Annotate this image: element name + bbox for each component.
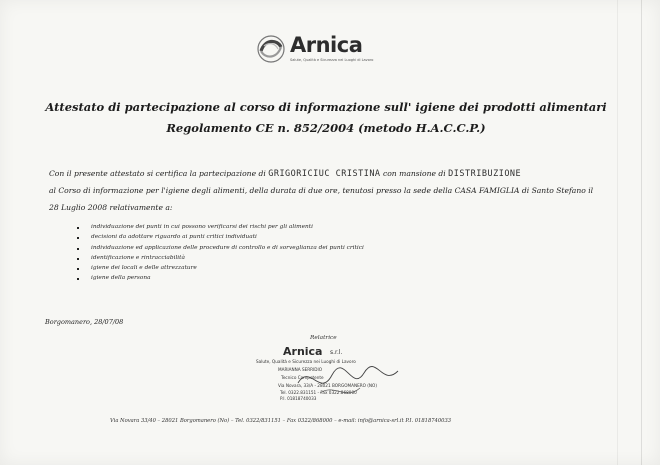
- topic-text: igiene dei locali e delle attrezzature: [91, 265, 197, 272]
- participant-role: DISTRIBUZIONE: [448, 169, 522, 179]
- stamp-phone: Tel. 0322.831151 - Fax 0322.868000: [280, 390, 357, 395]
- topic-text: individuazione dei punti in cui possono verificarsi dei rischi per gli alimenti: [91, 224, 313, 230]
- stamp-role: Tecnico Competente: [281, 375, 324, 380]
- bullet-icon: [77, 248, 79, 250]
- logo-tagline: Salute, Qualità e Sicurezza nei Luoghi di Lavoro: [290, 58, 374, 62]
- certificate-title: Attestato di partecipazione al corso di informazione sull' igiene dei prodotti alimentari: [45, 100, 607, 114]
- paper-fold-line: [641, 0, 642, 465]
- stamp-person: MARIANNA SERRIDIO: [278, 367, 323, 372]
- participation-line: [49, 169, 521, 179]
- topic-text: decisioni da adottare riguardo ai punti critici individuati: [91, 234, 257, 241]
- role-prefix: con mansione di: [382, 169, 446, 178]
- topic-text: individuazione ed applicazione delle procedure di controllo e di sorveglianza dei punti critici: [91, 244, 364, 251]
- bullet-icon: [77, 278, 79, 280]
- certificate-subtitle: Regolamento CE n. 852/2004 (metodo H.A.C.C.P.): [166, 121, 486, 135]
- participation-prefix: Con il presente attestato si certifica la partecipazione di: [49, 169, 266, 178]
- stamp-company-suffix: s.r.l.: [330, 349, 343, 356]
- place-and-date: Borgomanero, 28/07/08: [45, 318, 124, 326]
- stamp-piva: P.I. 01818740033: [280, 396, 317, 401]
- bullet-icon: [77, 268, 79, 270]
- course-date-line: 28 Luglio 2008 relativamente a:: [49, 203, 173, 212]
- list-item: [77, 255, 364, 265]
- paper-fold-line: [617, 0, 618, 465]
- list-item: [77, 245, 364, 255]
- bullet-icon: [77, 258, 79, 260]
- bullet-icon: [77, 227, 79, 229]
- list-item: [77, 234, 364, 244]
- list-item: [77, 275, 364, 285]
- participant-name: GRIGORICIUC CRISTINA: [268, 169, 381, 179]
- signature-stamp: [250, 335, 450, 405]
- arnica-swirl-icon: [255, 33, 287, 65]
- stamp-address: Via Novara, 33/A - 28021 BORGOMANERO (NO): [278, 383, 377, 388]
- list-item: [77, 224, 364, 234]
- course-description: al Corso di informazione per l'igiene degli alimenti, della durata di due ore, tenutosi presso la sede della CASA FAMIGLIA di Santo Stefano il: [49, 186, 594, 195]
- topic-text: igiene della persona: [91, 275, 151, 282]
- stamp-tagline: Salute, Qualità e Sicurezza nei Luoghi di Lavoro: [256, 359, 356, 364]
- topics-list: [77, 224, 364, 286]
- logo-name: Arnica: [290, 33, 363, 57]
- topic-text: identificazione e rintracciabilità: [91, 254, 185, 261]
- list-item: [77, 265, 364, 275]
- handwritten-signature: [290, 353, 410, 408]
- stamp-company: Arnica: [283, 345, 323, 358]
- footer-contact: Via Novara 33/40 – 28021 Borgomanero (No) – Tel. 0322/831151 – Fax 0322/868000 – e-mail: info@arnica-srl.it P.I. 01818740033: [110, 418, 452, 424]
- signature-label: Relatrice: [310, 335, 337, 341]
- arnica-logo: [255, 33, 415, 71]
- bullet-icon: [77, 237, 79, 239]
